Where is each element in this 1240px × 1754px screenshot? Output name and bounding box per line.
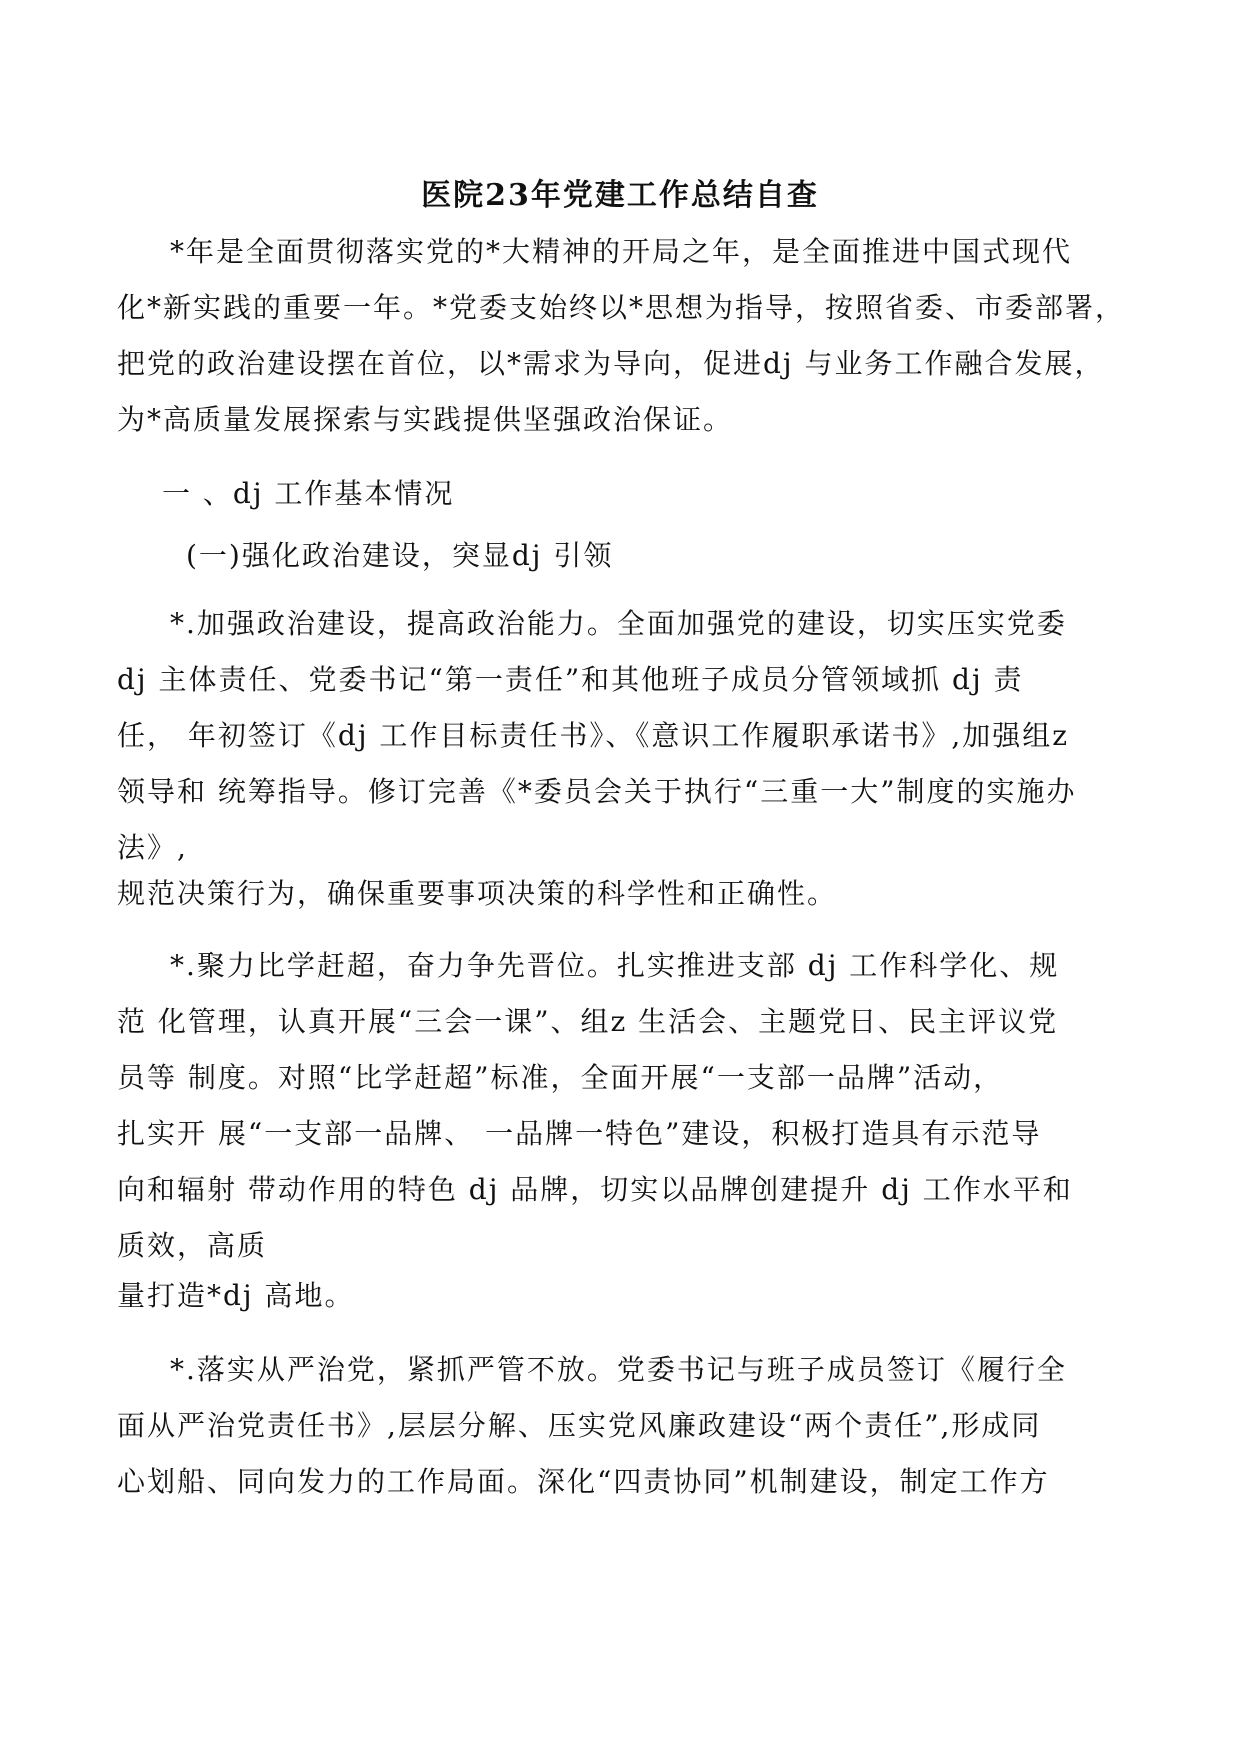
paragraph-line: 领导和 统筹指导。修订完善《*委员会关于执行“三重一大”制度的实施办 [117,775,1077,808]
paragraph-line: 向和辐射 带动作用的特色 dj 品牌，切实以品牌创建提升 dj 工作水平和 [117,1173,1073,1206]
intro-line: 为*高质量发展探索与实践提供坚强政治保证。 [117,403,734,436]
intro-line: 把党的政治建设摆在首位，以*需求为导向，促进dj 与业务工作融合发展， [117,347,1105,380]
paragraph-line: 员等 制度。对照“比学赶超”标准，全面开展“一支部一品牌”活动， [117,1061,1004,1094]
paragraph-line: 规范决策行为，确保重要事项决策的科学性和正确性。 [117,877,838,910]
paragraph-line: *.落实从严治党，紧抓严管不放。党委书记与班子成员签订《履行全 [170,1353,1067,1386]
paragraph-line: 质效，高质 [117,1229,268,1262]
paragraph-line: 量打造*dj 高地。 [117,1279,355,1312]
paragraph-line: 任， 年初签订《dj 工作目标责任书》、《意识工作履职承诺书》,加强组z [117,719,1070,752]
paragraph-line: *.加强政治建设，提高政治能力。全面加强党的建设，切实压实党委 [170,607,1067,640]
paragraph-line: *.聚力比学赶超，奋力争先晋位。扎实推进支部 dj 工作科学化、规 [170,949,1060,982]
paragraph-line: 范 化管理，认真开展“三会一课”、组z 生活会、主题党日、民主评议党 [117,1005,1059,1038]
document-title: 医院23年党建工作总结自查 [421,178,819,213]
paragraph-line: 面从严治党责任书》,层层分解、压实党风廉政建设“两个责任”,形成同 [117,1409,1042,1442]
section-heading: 一 、dj 工作基本情况 [162,477,455,510]
paragraph-line: 心划船、同向发力的工作局面。深化“四责协同”机制建设，制定工作方 [117,1465,1050,1498]
paragraph-line: dj 主体责任、党委书记“第一责任”和其他班子成员分管领域抓 dj 责 [117,663,1024,696]
paragraph-line: 扎实开 展“一支部一品牌、 一品牌一特色”建设，积极打造具有示范导 [117,1117,1042,1150]
intro-line: 化*新实践的重要一年。*党委支始终以*思想为指导，按照省委、市委部署， [117,291,1126,324]
subsection-heading: (一)强化政治建设，突显dj 引领 [186,539,614,572]
intro-line: *年是全面贯彻落实党的*大精神的开局之年，是全面推进中国式现代 [170,235,1073,268]
paragraph-line: 法》, [117,831,188,864]
